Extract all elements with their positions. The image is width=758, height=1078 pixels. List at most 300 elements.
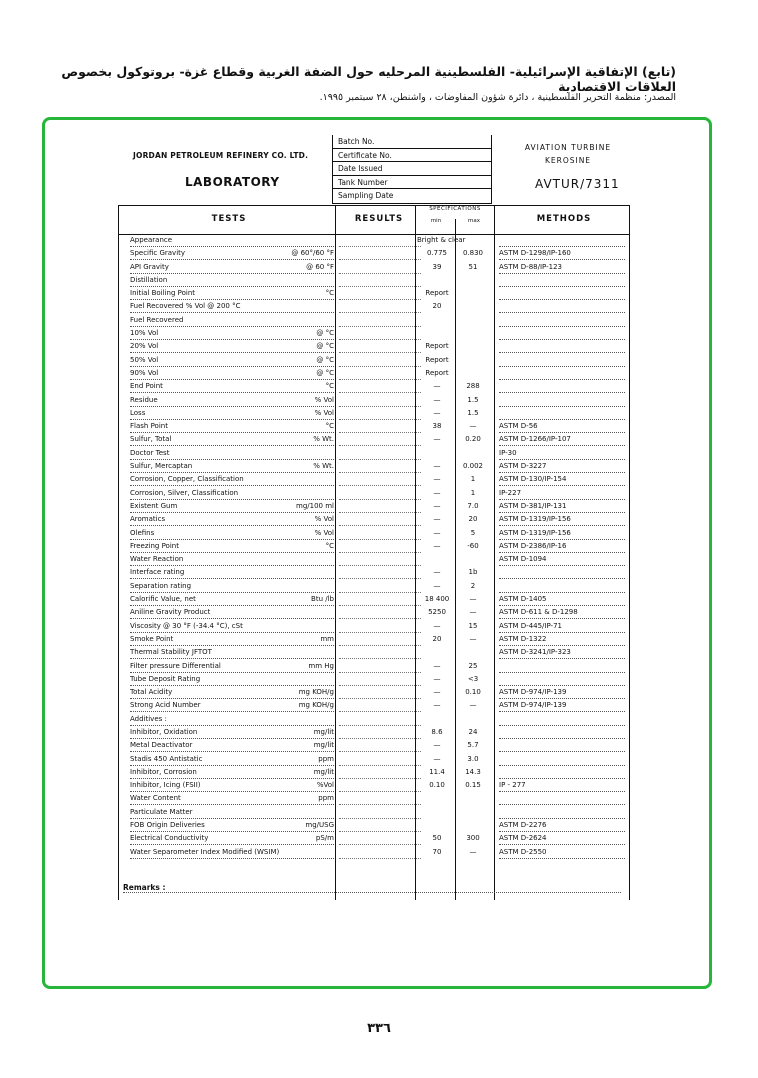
unit-label: mm — [318, 633, 334, 646]
test-label: 90% Vol — [130, 368, 159, 377]
table-row — [119, 646, 629, 659]
unit-label: pS/m — [314, 832, 334, 845]
spec-min: — — [433, 462, 441, 471]
table-row — [119, 247, 629, 260]
spec-min: — — [433, 688, 441, 697]
spec-min: 0.10 — [429, 781, 445, 790]
remarks-label: Remarks : — [123, 883, 621, 893]
department-label: LABORATORY — [185, 175, 280, 189]
table-row — [119, 633, 629, 646]
table-row — [119, 527, 629, 540]
spec-max: 2 — [470, 581, 476, 590]
batch-field: Sampling Date — [338, 191, 394, 201]
table-row — [119, 779, 629, 792]
method-cell: IP-30 — [499, 447, 625, 460]
test-name — [130, 354, 334, 367]
unit-label: @ °C — [314, 340, 334, 353]
method-cell — [499, 287, 625, 300]
test-label: Freezing Point — [130, 541, 179, 550]
spec-max: — — [469, 634, 477, 643]
result-cell — [339, 500, 421, 513]
test-label: API Gravity — [130, 262, 169, 271]
test-label: Thermal Stability JFTOT — [130, 648, 212, 657]
unit-label: Btu /lb — [309, 593, 334, 606]
method-cell — [499, 673, 625, 686]
method-cell: ASTM D-381/IP-131 — [499, 500, 625, 513]
product-code: AVTUR/7311 — [535, 177, 620, 191]
test-label: Particulate Matter — [130, 807, 193, 816]
specifications-header: SPECIFICATIONS — [429, 206, 481, 212]
spec-min: — — [433, 754, 441, 763]
method-cell: IP-227 — [499, 487, 625, 500]
test-name — [130, 699, 334, 712]
method-cell: ASTM D-3241/IP-323 — [499, 646, 625, 659]
spec-max: 0.830 — [462, 249, 484, 258]
table-row — [119, 340, 629, 353]
method-cell: ASTM D-130/IP-154 — [499, 473, 625, 486]
test-name — [130, 792, 334, 805]
result-cell — [339, 673, 421, 686]
spec-max: 5 — [470, 528, 476, 537]
table-row — [119, 806, 629, 819]
methods-header: METHODS — [536, 214, 592, 224]
product-name: AVIATION TURBINE KEROSINE — [524, 143, 612, 165]
spec-min: — — [433, 501, 441, 510]
test-name — [130, 739, 334, 752]
test-label: FOB Origin Deliveries — [130, 821, 205, 830]
result-cell — [339, 420, 421, 433]
table-row — [119, 287, 629, 300]
table-row — [119, 540, 629, 553]
test-name — [130, 433, 334, 446]
test-name — [130, 593, 334, 606]
spec-min: — — [433, 382, 441, 391]
unit-label: mg/lit — [312, 766, 334, 779]
method-cell: ASTM D-974/IP-139 — [499, 699, 625, 712]
spec-min: — — [433, 528, 441, 537]
table-row — [119, 407, 629, 420]
test-label: Strong Acid Number — [130, 701, 201, 710]
result-cell — [339, 527, 421, 540]
test-rows — [119, 234, 629, 859]
method-cell — [499, 300, 625, 313]
table-row — [119, 261, 629, 274]
table-row — [119, 580, 629, 593]
test-label: Corrosion, Silver, Classification — [130, 488, 239, 497]
spec-max: 7.0 — [467, 501, 479, 510]
spec-max: 288 — [466, 382, 480, 391]
spec-max: 0.10 — [465, 688, 481, 697]
unit-label: % Vol — [313, 407, 334, 420]
test-label: Total Acidity — [130, 688, 173, 697]
test-label: Smoke Point — [130, 634, 174, 643]
unit-label: ppm — [316, 792, 334, 805]
result-cell — [339, 513, 421, 526]
table-row — [119, 513, 629, 526]
test-name — [130, 726, 334, 739]
test-name — [130, 380, 334, 393]
table-row — [119, 673, 629, 686]
test-name — [130, 473, 334, 486]
result-cell — [339, 447, 421, 460]
result-cell — [339, 792, 421, 805]
method-cell: ASTM D-2624 — [499, 832, 625, 845]
table-row — [119, 460, 629, 473]
unit-label: % Wt. — [311, 460, 334, 473]
test-label: Viscosity @ 30 °F (-34.4 °C), cSt — [130, 621, 243, 630]
test-name — [130, 620, 334, 633]
result-cell — [339, 540, 421, 553]
result-cell — [339, 433, 421, 446]
unit-label: mg KOH/g — [297, 699, 334, 712]
method-cell: ASTM D-2550 — [499, 846, 625, 859]
unit-label: mg/100 ml — [294, 500, 334, 513]
result-cell — [339, 593, 421, 606]
test-label: Electrical Conductivity — [130, 834, 209, 843]
spec-max: 1 — [470, 488, 476, 497]
test-label: Water Separometer Index Modified (WSIM) — [130, 847, 280, 856]
method-cell: ASTM D-611 & D-1298 — [499, 606, 625, 619]
test-name — [130, 287, 334, 300]
test-label: Aniline Gravity Product — [130, 608, 211, 617]
spec-min: 20 — [432, 634, 442, 643]
method-cell — [499, 380, 625, 393]
test-name — [130, 540, 334, 553]
result-cell — [339, 819, 421, 832]
spec-max: 15 — [468, 621, 478, 630]
result-cell — [339, 580, 421, 593]
test-label: Fuel Recovered % Vol @ 200 °C — [130, 302, 241, 311]
table-row — [119, 726, 629, 739]
test-name — [130, 580, 334, 593]
test-name — [130, 234, 334, 247]
table-row — [119, 713, 629, 726]
result-cell — [339, 660, 421, 673]
method-cell — [499, 739, 625, 752]
test-name — [130, 394, 334, 407]
spec-min: — — [433, 435, 441, 444]
batch-field: Certificate No. — [333, 149, 491, 163]
unit-label: % Vol — [313, 394, 334, 407]
method-cell: ASTM D-2386/IP-16 — [499, 540, 625, 553]
method-cell — [499, 713, 625, 726]
table-row — [119, 832, 629, 845]
result-cell — [339, 287, 421, 300]
spec-max: -60 — [467, 541, 479, 550]
table-row — [119, 447, 629, 460]
batch-field: Batch No. — [333, 135, 491, 149]
result-cell — [339, 327, 421, 340]
test-name — [130, 500, 334, 513]
max-header: max — [468, 218, 480, 224]
spec-min: — — [433, 568, 441, 577]
test-name — [130, 420, 334, 433]
method-cell: ASTM D-1319/IP-156 — [499, 527, 625, 540]
unit-label: @ °C — [314, 327, 334, 340]
tests-header: TESTS — [211, 214, 247, 224]
method-cell — [499, 766, 625, 779]
result-cell — [339, 553, 421, 566]
result-cell — [339, 274, 421, 287]
unit-label: mg/lit — [312, 726, 334, 739]
results-header: RESULTS — [354, 214, 404, 224]
test-name — [130, 300, 334, 313]
test-label: Appearance — [130, 236, 173, 244]
result-cell — [339, 300, 421, 313]
lab-certificate — [115, 135, 630, 905]
test-label: Existent Gum — [130, 501, 178, 510]
result-cell — [339, 846, 421, 859]
spec-max: 1 — [470, 475, 476, 484]
spec-min: 20 — [432, 302, 442, 311]
test-label: Aromatics — [130, 515, 166, 524]
test-label: Olefins — [130, 528, 155, 537]
method-cell — [499, 354, 625, 367]
result-cell — [339, 487, 421, 500]
table-row — [119, 314, 629, 327]
unit-label: mg/lit — [312, 739, 334, 752]
table-row — [119, 819, 629, 832]
method-cell: ASTM D-1319/IP-156 — [499, 513, 625, 526]
unit-label: mg KOH/g — [297, 686, 334, 699]
unit-label: @ °C — [314, 354, 334, 367]
test-label: Calorific Value, net — [130, 595, 196, 604]
test-name — [130, 779, 334, 792]
spec-min: 11.4 — [429, 767, 445, 776]
spec-min: 39 — [432, 262, 442, 271]
test-label: Tube Deposit Rating — [130, 674, 201, 683]
result-cell — [339, 753, 421, 766]
test-name — [130, 686, 334, 699]
result-cell — [339, 633, 421, 646]
source-line: المصدر: منظمة التحرير الفلسطينية ، دائرة شؤون المفاوضات ، واشنطن، ٢٨ سبتمبر ١٩٩٥. — [319, 92, 676, 103]
table-row — [119, 553, 629, 566]
test-label: Water Reaction — [130, 555, 184, 564]
method-cell — [499, 394, 625, 407]
test-name — [130, 766, 334, 779]
page-number: ٣٣٦ — [367, 1021, 391, 1036]
test-name — [130, 460, 334, 473]
spec-max: 24 — [468, 727, 478, 736]
unit-label: @ 60°/60 °F — [289, 247, 334, 260]
min-header: min — [430, 218, 442, 224]
table-row — [119, 766, 629, 779]
table-row — [119, 739, 629, 752]
test-name — [130, 367, 334, 380]
test-name — [130, 606, 334, 619]
batch-field: Tank Number — [333, 176, 491, 190]
spec-min: — — [433, 541, 441, 550]
test-name — [130, 673, 334, 686]
test-label: Initial Boiling Point — [130, 289, 195, 298]
spec-max: 1.5 — [467, 408, 479, 417]
unit-label: %Vol — [315, 779, 334, 792]
spec-min: — — [433, 488, 441, 497]
spec-max: 20 — [468, 515, 478, 524]
spec-min: — — [433, 581, 441, 590]
spec-min: — — [433, 515, 441, 524]
method-cell — [499, 726, 625, 739]
spec-min: Report — [425, 289, 449, 298]
method-cell: ASTM D-1266/IP-107 — [499, 433, 625, 446]
unit-label: % Vol — [313, 527, 334, 540]
spec-min: 50 — [432, 834, 442, 843]
test-name — [130, 487, 334, 500]
test-label: Corrosion, Copper, Classification — [130, 475, 244, 484]
spec-min: Bright & clear — [417, 236, 466, 244]
table-row — [119, 620, 629, 633]
unit-label: mg/USG — [303, 819, 334, 832]
test-label: Filter pressure Differential — [130, 661, 221, 670]
result-cell — [339, 354, 421, 367]
spec-max: 3.0 — [467, 754, 479, 763]
spec-max: — — [469, 701, 477, 710]
test-name — [130, 447, 334, 460]
unit-label: @ °C — [314, 367, 334, 380]
method-cell: ASTM D-974/IP-139 — [499, 686, 625, 699]
method-cell — [499, 806, 625, 819]
batch-info-box — [332, 135, 492, 204]
spec-min: — — [433, 408, 441, 417]
table-row — [119, 753, 629, 766]
spec-max: — — [469, 608, 477, 617]
method-cell — [499, 407, 625, 420]
table-row — [119, 327, 629, 340]
unit-label: mm Hg — [306, 660, 334, 673]
spec-min: — — [433, 741, 441, 750]
spec-min: — — [433, 674, 441, 683]
unit-label: °C — [324, 287, 334, 300]
test-label: Distillation — [130, 275, 168, 284]
test-name — [130, 806, 334, 819]
test-label: Inhibitor, Corrosion — [130, 767, 197, 776]
test-name — [130, 513, 334, 526]
spec-max: 0.15 — [465, 781, 481, 790]
test-label: Inhibitor, Icing (FSII) — [130, 781, 201, 790]
method-cell — [499, 234, 625, 247]
spec-min: — — [433, 395, 441, 404]
result-cell — [339, 261, 421, 274]
method-cell — [499, 314, 625, 327]
test-label: Stadis 450 Antistatic — [130, 754, 203, 763]
test-name — [130, 261, 334, 274]
method-cell — [499, 274, 625, 287]
spec-max: 300 — [466, 834, 480, 843]
unit-label: °C — [324, 420, 334, 433]
method-cell: ASTM D-2276 — [499, 819, 625, 832]
spec-min: 8.6 — [431, 727, 443, 736]
table-row — [119, 354, 629, 367]
method-cell: ASTM D-1094 — [499, 553, 625, 566]
table-row — [119, 380, 629, 393]
method-cell: IP - 277 — [499, 779, 625, 792]
test-name — [130, 646, 334, 659]
result-cell — [339, 473, 421, 486]
spec-min: Report — [425, 355, 449, 364]
test-name — [130, 832, 334, 845]
test-name — [130, 527, 334, 540]
table-row — [119, 300, 629, 313]
test-name — [130, 566, 334, 579]
test-label: Doctor Test — [130, 448, 170, 457]
spec-max: — — [469, 847, 477, 856]
spec-min: 0.775 — [426, 249, 448, 258]
page-title: (تابع) الإتفاقية الإسرائيلية- الفلسطينية المرحليه حول الضفة الغربية وقطاع غزة- بروتوكول بخصوص العلاقات الاقتصادية — [61, 64, 676, 94]
result-cell — [339, 394, 421, 407]
method-cell: ASTM D-88/IP-123 — [499, 261, 625, 274]
table-row — [119, 274, 629, 287]
table-row — [119, 367, 629, 380]
test-name — [130, 314, 334, 327]
spec-max: 14.3 — [465, 767, 481, 776]
test-label: Loss — [130, 408, 146, 417]
unit-label: % Wt. — [311, 433, 334, 446]
table-row — [119, 686, 629, 699]
spec-max: 1b — [468, 568, 478, 577]
table-row — [119, 566, 629, 579]
result-cell — [339, 646, 421, 659]
test-name — [130, 340, 334, 353]
result-cell — [339, 620, 421, 633]
test-label: Metal Deactivator — [130, 741, 193, 750]
method-cell — [499, 327, 625, 340]
spec-min: Report — [425, 368, 449, 377]
test-label: Residue — [130, 395, 158, 404]
spec-min: Report — [425, 342, 449, 351]
test-name — [130, 327, 334, 340]
result-cell — [339, 234, 421, 247]
unit-label: % Vol — [313, 513, 334, 526]
result-cell — [339, 699, 421, 712]
method-cell: ASTM D-1405 — [499, 593, 625, 606]
spec-min: 70 — [432, 847, 442, 856]
result-cell — [339, 606, 421, 619]
table-row — [119, 846, 629, 859]
table-row — [119, 593, 629, 606]
result-cell — [339, 460, 421, 473]
test-name — [130, 753, 334, 766]
method-cell: ASTM D-3227 — [499, 460, 625, 473]
test-label: Specific Gravity — [130, 249, 186, 258]
test-label: Additives : — [130, 714, 167, 723]
result-cell — [339, 832, 421, 845]
test-name — [130, 819, 334, 832]
table-row — [119, 487, 629, 500]
spec-max: 25 — [468, 661, 478, 670]
method-cell — [499, 367, 625, 380]
test-label: Flash Point — [130, 422, 168, 431]
unit-label: ppm — [316, 753, 334, 766]
table-row — [119, 660, 629, 673]
result-cell — [339, 380, 421, 393]
test-label: Interface rating — [130, 568, 185, 577]
result-cell — [339, 314, 421, 327]
test-label: 10% Vol — [130, 329, 159, 338]
test-label: Sulfur, Total — [130, 435, 172, 444]
result-cell — [339, 766, 421, 779]
spec-min: — — [433, 475, 441, 484]
result-cell — [339, 739, 421, 752]
spec-min: — — [433, 701, 441, 710]
test-name — [130, 553, 334, 566]
method-cell — [499, 753, 625, 766]
method-cell: ASTM D-56 — [499, 420, 625, 433]
test-label: Inhibitor, Oxidation — [130, 727, 198, 736]
spec-max: — — [469, 595, 477, 604]
method-cell: ASTM D-1322 — [499, 633, 625, 646]
test-name — [130, 660, 334, 673]
table-row — [119, 420, 629, 433]
